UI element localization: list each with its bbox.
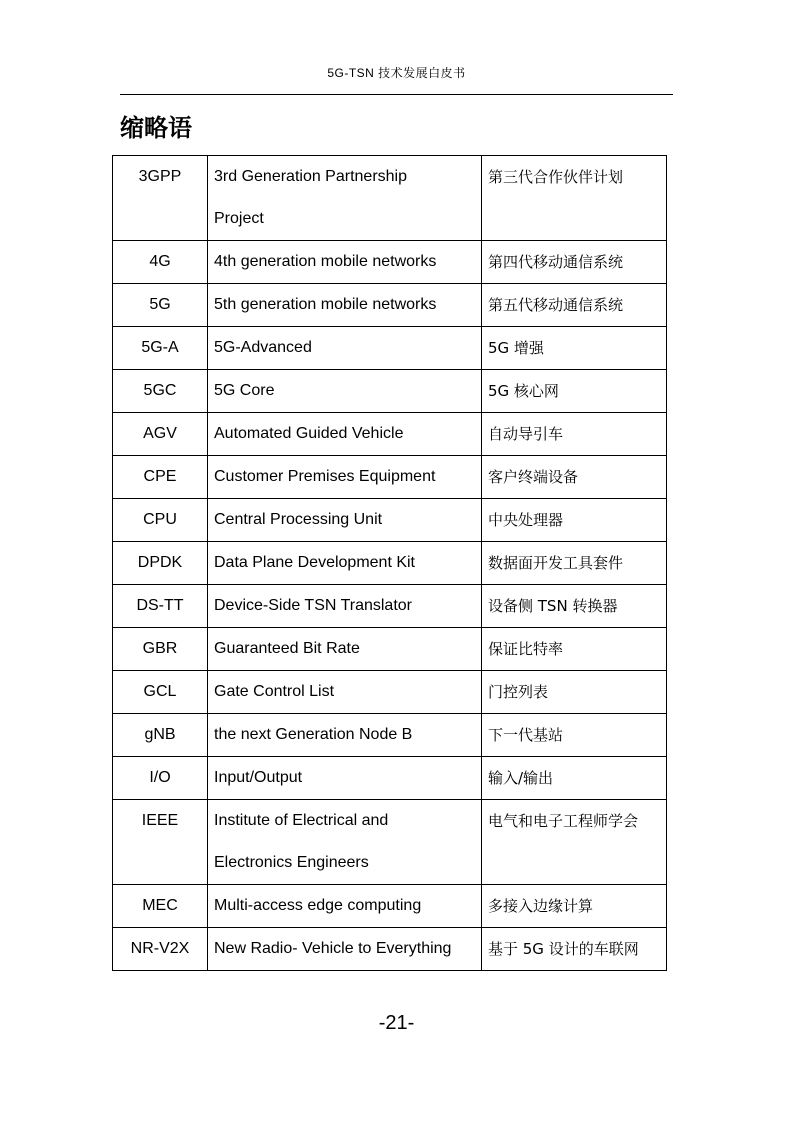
- chinese-name-text: 第三代合作伙伴计划: [488, 168, 624, 186]
- abbreviation-cell: [113, 800, 208, 885]
- full-name-line: Multi-access edge computing: [214, 897, 422, 914]
- abbreviation-text: CPE: [143, 468, 177, 485]
- chinese-name-cell: [482, 628, 667, 671]
- chinese-name-text: 5G 增强: [488, 339, 544, 357]
- table-row: [113, 413, 667, 456]
- chinese-name-cell: [482, 413, 667, 456]
- chinese-name-text: 5G 核心网: [488, 382, 559, 400]
- chinese-name-text: 设备侧 TSN 转换器: [488, 597, 618, 615]
- abbreviation-cell: [113, 327, 208, 370]
- chinese-name-cell: [482, 928, 667, 971]
- chinese-name-cell: [482, 542, 667, 585]
- full-name-line: Guaranteed Bit Rate: [214, 640, 360, 657]
- chinese-name-cell: [482, 241, 667, 284]
- abbreviation-text: 5GC: [143, 382, 177, 399]
- chinese-name-text: 多接入边缘计算: [488, 897, 594, 915]
- chinese-name-cell: [482, 885, 667, 928]
- chinese-name-text: 保证比特率: [488, 640, 564, 658]
- chinese-name-cell: [482, 499, 667, 542]
- full-name-line: Electronics Engineers: [214, 854, 369, 871]
- full-name-cell: [208, 714, 482, 757]
- full-name-cell: [208, 284, 482, 327]
- table-row: [113, 800, 667, 885]
- abbreviation-cell: [113, 671, 208, 714]
- chinese-name-text: 第四代移动通信系统: [488, 253, 624, 271]
- abbreviation-cell: [113, 284, 208, 327]
- abbreviation-text: GBR: [142, 640, 178, 657]
- full-name-line: 5G Core: [214, 382, 275, 399]
- full-name-line: 5G-Advanced: [214, 339, 312, 356]
- full-name-line: Customer Premises Equipment: [214, 468, 436, 485]
- table-row: [113, 928, 667, 971]
- chinese-name-cell: [482, 156, 667, 241]
- abbreviation-cell: [113, 370, 208, 413]
- full-name-cell: [208, 757, 482, 800]
- chinese-name-cell: [482, 671, 667, 714]
- full-name-line: Data Plane Development Kit: [214, 554, 415, 571]
- abbreviation-text: 4G: [149, 253, 171, 270]
- abbreviation-cell: [113, 585, 208, 628]
- full-name-cell: [208, 628, 482, 671]
- table-row: [113, 885, 667, 928]
- full-name-line: the next Generation Node B: [214, 726, 413, 743]
- table-row: [113, 284, 667, 327]
- abbreviation-cell: [113, 885, 208, 928]
- page-number: -21-: [378, 1012, 415, 1034]
- abbreviation-text: 5G: [149, 296, 171, 313]
- abbreviation-text: CPU: [143, 511, 177, 528]
- chinese-name-text: 客户终端设备: [488, 468, 579, 486]
- chinese-name-cell: [482, 714, 667, 757]
- chinese-name-cell: [482, 327, 667, 370]
- abbreviation-text: DS-TT: [136, 597, 184, 614]
- full-name-line: Institute of Electrical and: [214, 812, 389, 829]
- abbreviation-cell: [113, 156, 208, 241]
- chinese-name-text: 第五代移动通信系统: [488, 296, 624, 314]
- running-header: 5G-TSN 技术发展白皮书: [327, 66, 466, 80]
- table-row: [113, 456, 667, 499]
- full-name-cell: [208, 370, 482, 413]
- full-name-line: Automated Guided Vehicle: [214, 425, 404, 442]
- full-name-cell: [208, 671, 482, 714]
- abbreviation-cell: [113, 714, 208, 757]
- abbreviation-text: 3GPP: [138, 168, 182, 185]
- abbreviation-text: GCL: [143, 683, 177, 700]
- abbreviation-text: MEC: [142, 897, 178, 914]
- table-row: [113, 671, 667, 714]
- full-name-cell: [208, 327, 482, 370]
- chinese-name-cell: [482, 585, 667, 628]
- abbreviation-text: DPDK: [137, 554, 183, 571]
- abbreviation-table: [112, 155, 667, 971]
- chinese-name-cell: [482, 800, 667, 885]
- table-row: [113, 714, 667, 757]
- abbreviation-table-body: [113, 156, 667, 971]
- abbreviation-cell: [113, 928, 208, 971]
- full-name-line: Input/Output: [214, 769, 303, 786]
- table-row: [113, 499, 667, 542]
- full-name-cell: [208, 885, 482, 928]
- chinese-name-text: 自动导引车: [488, 425, 564, 443]
- full-name-cell: [208, 156, 482, 241]
- abbreviation-text: AGV: [143, 425, 177, 442]
- full-name-line: Gate Control List: [214, 683, 335, 700]
- abbreviation-text: 5G-A: [141, 339, 179, 356]
- table-row: [113, 241, 667, 284]
- chinese-name-cell: [482, 456, 667, 499]
- table-row: [113, 370, 667, 413]
- full-name-cell: [208, 499, 482, 542]
- chinese-name-text: 数据面开发工具套件: [488, 554, 624, 572]
- section-title: 缩略语: [120, 114, 192, 142]
- chinese-name-cell: [482, 284, 667, 327]
- full-name-line: New Radio- Vehicle to Everything: [214, 940, 452, 957]
- full-name-line: Device-Side TSN Translator: [214, 597, 412, 614]
- abbreviation-cell: [113, 499, 208, 542]
- abbreviation-text: gNB: [144, 726, 176, 743]
- abbreviation-cell: [113, 456, 208, 499]
- header-divider: [120, 94, 673, 95]
- full-name-cell: [208, 413, 482, 456]
- abbreviation-cell: [113, 757, 208, 800]
- chinese-name-cell: [482, 370, 667, 413]
- chinese-name-text: 基于 5G 设计的车联网: [488, 940, 639, 958]
- full-name-line: 3rd Generation Partnership: [214, 168, 407, 185]
- full-name-line: Project: [214, 210, 264, 227]
- full-name-cell: [208, 585, 482, 628]
- full-name-cell: [208, 241, 482, 284]
- chinese-name-text: 门控列表: [488, 683, 549, 701]
- chinese-name-text: 输入/输出: [488, 769, 554, 787]
- abbreviation-text: I/O: [149, 769, 171, 786]
- full-name-cell: [208, 456, 482, 499]
- table-row: [113, 628, 667, 671]
- full-name-line: 5th generation mobile networks: [214, 296, 437, 313]
- chinese-name-text: 下一代基站: [488, 726, 564, 744]
- abbreviation-text: IEEE: [141, 812, 179, 829]
- abbreviation-cell: [113, 241, 208, 284]
- table-row: [113, 585, 667, 628]
- full-name-cell: [208, 542, 482, 585]
- abbreviation-cell: [113, 413, 208, 456]
- chinese-name-cell: [482, 757, 667, 800]
- chinese-name-text: 电气和电子工程师学会: [488, 812, 639, 830]
- chinese-name-text: 中央处理器: [488, 511, 564, 529]
- table-row: [113, 542, 667, 585]
- abbreviation-text: NR-V2X: [130, 940, 190, 957]
- table-row: [113, 156, 667, 241]
- full-name-cell: [208, 800, 482, 885]
- full-name-cell: [208, 928, 482, 971]
- abbreviation-cell: [113, 628, 208, 671]
- table-row: [113, 327, 667, 370]
- full-name-line: 4th generation mobile networks: [214, 253, 437, 270]
- table-row: [113, 757, 667, 800]
- full-name-line: Central Processing Unit: [214, 511, 383, 528]
- abbreviation-cell: [113, 542, 208, 585]
